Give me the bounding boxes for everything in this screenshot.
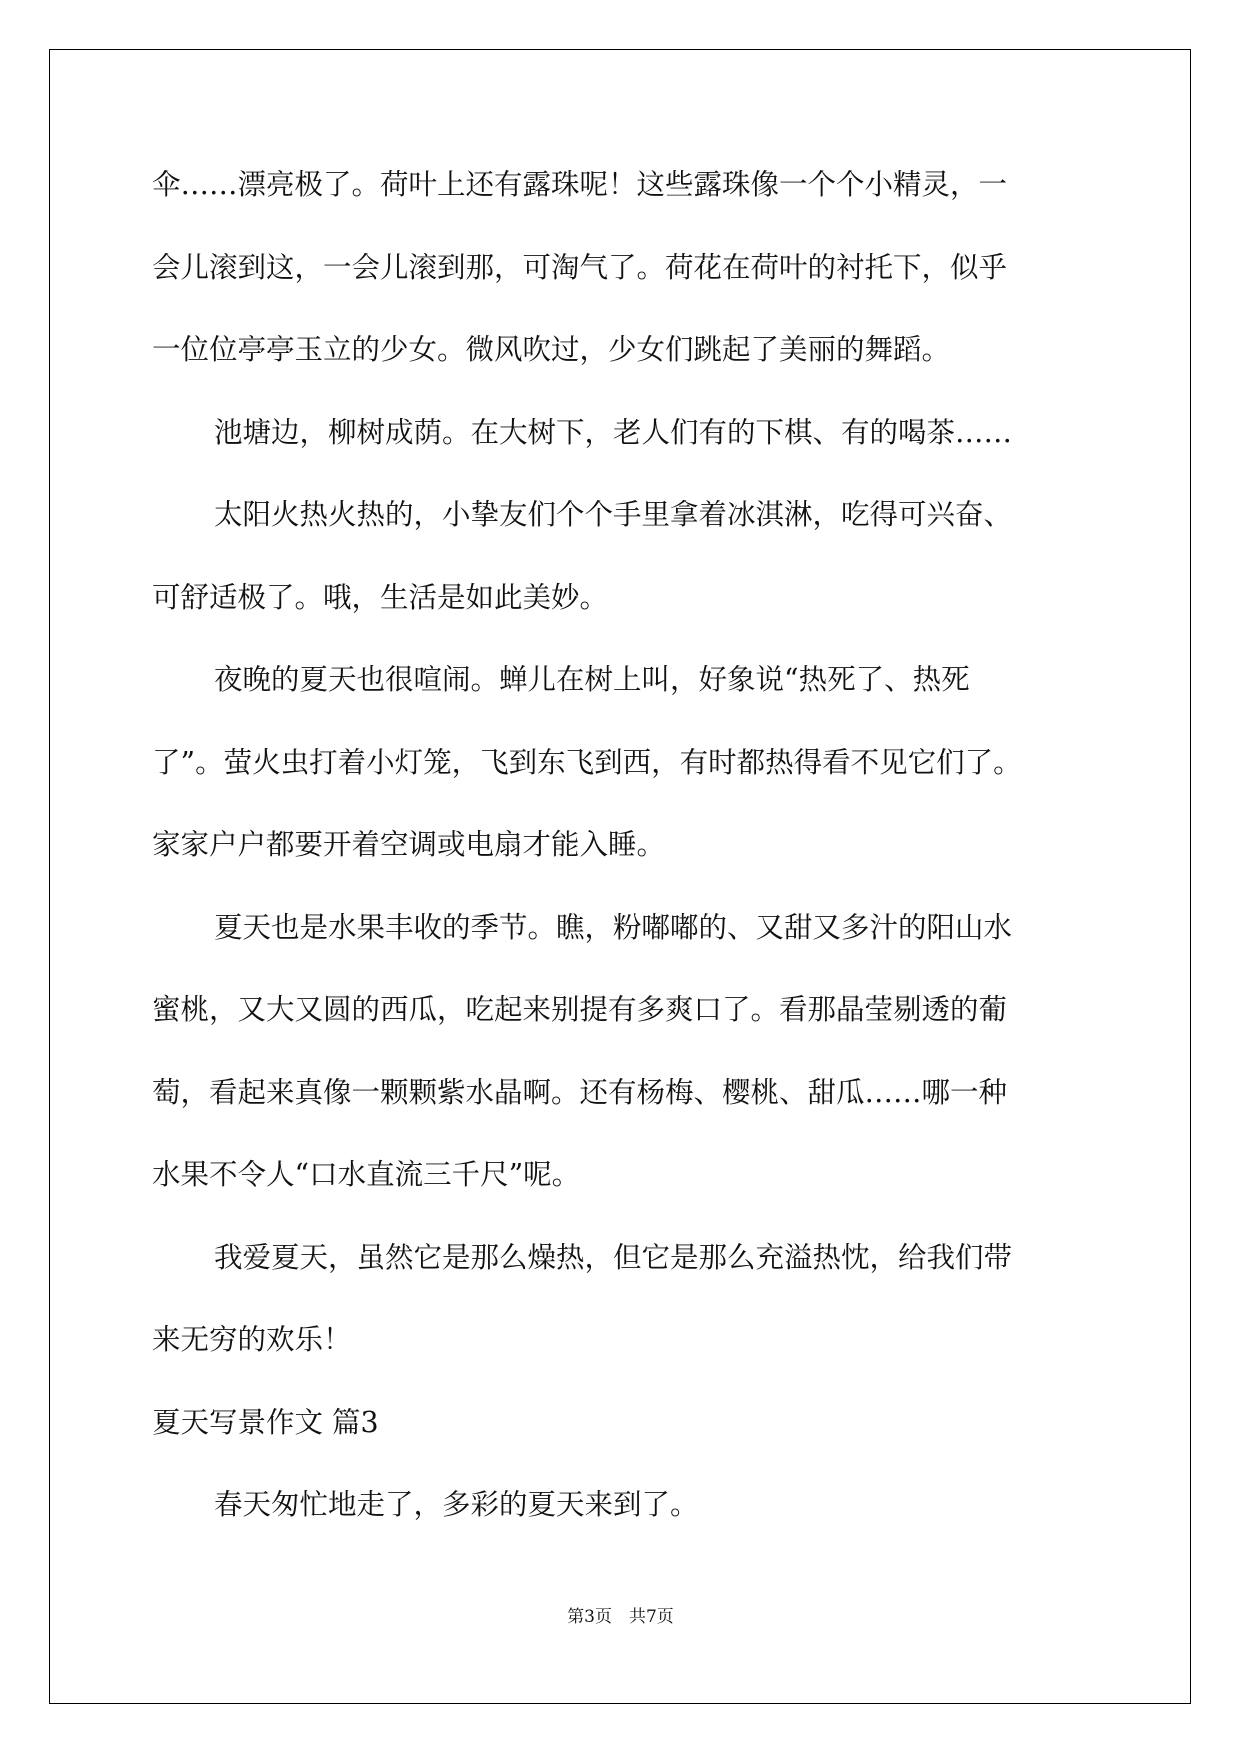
text-line: 夜晚的夏天也很喧闹。蝉儿在树上叫，好象说“热死了、热死 [214,663,970,696]
text-line: 我爱夏天，虽然它是那么燥热，但它是那么充溢热忱，给我们带 [214,1241,1013,1274]
page-footer: 第3页 共7页 [567,1607,674,1627]
text-line: 蜜桃，又大又圆的西瓜，吃起来别提有多爽口了。看那晶莹剔透的葡 [152,993,1008,1026]
text-line: 夏天也是水果丰收的季节。瞧，粉嘟嘟的、又甜又多汁的阳山水 [214,911,1013,944]
text-line: 池塘边，柳树成荫。在大树下，老人们有的下棋、有的喝茶…… [214,416,1013,449]
text-line: 伞……漂亮极了。荷叶上还有露珠呢！这些露珠像一个个小精灵，一 [152,168,1008,201]
text-line: 来无穷的欢乐！ [152,1323,352,1356]
text-line: 可舒适极了。哦，生活是如此美妙。 [152,581,609,614]
page-border [49,49,1191,1704]
section-heading: 夏天写景作文 篇3 [152,1406,379,1439]
text-line: 春天匆忙地走了，多彩的夏天来到了。 [214,1488,699,1521]
text-line: 会儿滚到这，一会儿滚到那，可淘气了。荷花在荷叶的衬托下，似乎 [152,251,1008,284]
text-line: 了”。萤火虫打着小灯笼，飞到东飞到西，有时都热得看不见它们了。 [152,746,1022,779]
text-line: 一位位亭亭玉立的少女。微风吹过，少女们跳起了美丽的舞蹈。 [152,333,951,366]
text-line: 家家户户都要开着空调或电扇才能入睡。 [152,828,666,861]
text-line: 水果不令人“口水直流三千尺”呢。 [152,1158,581,1191]
text-line: 太阳火热火热的，小挚友们个个手里拿着冰淇淋，吃得可兴奋、 [214,498,1013,531]
text-line: 萄，看起来真像一颗颗紫水晶啊。还有杨梅、樱桃、甜瓜……哪一种 [152,1076,1008,1109]
